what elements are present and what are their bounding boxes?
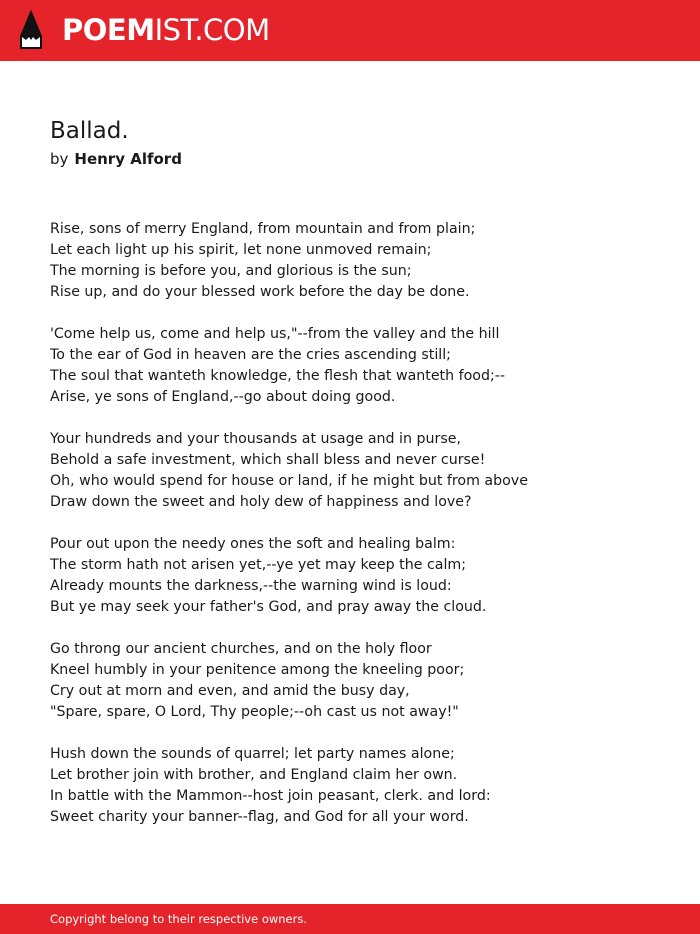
poem-line: Let each light up his spirit, let none unmoved remain;	[50, 242, 432, 258]
poem-line: Arise, ye sons of England,--go about doing good.	[50, 389, 396, 405]
poem-line: The morning is before you, and glorious is the sun;	[50, 263, 412, 279]
copyright-notice: Copyright belong to their respective owners.	[50, 912, 308, 926]
stanza	[50, 219, 670, 303]
stanza	[50, 429, 670, 513]
poem-line: Hush down the sounds of quarrel; let party names alone;	[50, 746, 455, 762]
poem-line: The soul that wanteth knowledge, the flesh that wanteth food;--	[50, 368, 505, 384]
stanza	[50, 744, 670, 828]
logo-text-strong: POEM	[62, 13, 155, 47]
poem-line: "Spare, spare, O Lord, Thy people;--oh cast us not away!"	[50, 704, 459, 720]
poem-line: Let brother join with brother, and England claim her own.	[50, 767, 458, 783]
site-header	[0, 0, 700, 61]
poem-line: Kneel humbly in your penitence among the kneeling poor;	[50, 662, 465, 678]
poem-line: Oh, who would spend for house or land, if he might but from above	[50, 473, 528, 489]
poem-line: The storm hath not arisen yet,--ye yet may keep the calm;	[50, 557, 466, 573]
stanza	[50, 534, 670, 618]
poem-line: Go throng our ancient churches, and on the holy floor	[50, 641, 432, 657]
poem-line: Draw down the sweet and holy dew of happiness and love?	[50, 494, 472, 510]
pencil-tip-icon	[18, 9, 44, 51]
poem-line: Already mounts the darkness,--the warning wind is loud:	[50, 578, 452, 594]
byline	[50, 149, 182, 169]
poem-body	[50, 219, 670, 849]
poem-line: In battle with the Mammon--host join peasant, clerk. and lord:	[50, 788, 491, 804]
poem-line: 'Come help us, come and help us,"--from the valley and the hill	[50, 326, 500, 342]
poem-title: Ballad.	[50, 118, 129, 144]
poem-line: Rise up, and do your blessed work before the day be done.	[50, 284, 470, 300]
site-logo[interactable]	[62, 13, 270, 47]
poem-line: Behold a safe investment, which shall bless and never curse!	[50, 452, 486, 468]
poem-line: Rise, sons of merry England, from mountain and from plain;	[50, 221, 476, 237]
stanza	[50, 639, 670, 723]
poem-line: Your hundreds and your thousands at usage and in purse,	[50, 431, 461, 447]
stanza	[50, 324, 670, 408]
poem-line: Cry out at morn and even, and amid the busy day,	[50, 683, 410, 699]
poem-line: To the ear of God in heaven are the cries ascending still;	[50, 347, 451, 363]
poem-line: But ye may seek your father's God, and pray away the cloud.	[50, 599, 487, 615]
site-footer	[0, 904, 700, 934]
author-name[interactable]: Henry Alford	[74, 150, 182, 168]
poem-line: Pour out upon the needy ones the soft and healing balm:	[50, 536, 456, 552]
poem-line: Sweet charity your banner--flag, and God for all your word.	[50, 809, 469, 825]
by-label: by	[50, 150, 69, 168]
logo-text-light: IST.COM	[154, 13, 270, 47]
